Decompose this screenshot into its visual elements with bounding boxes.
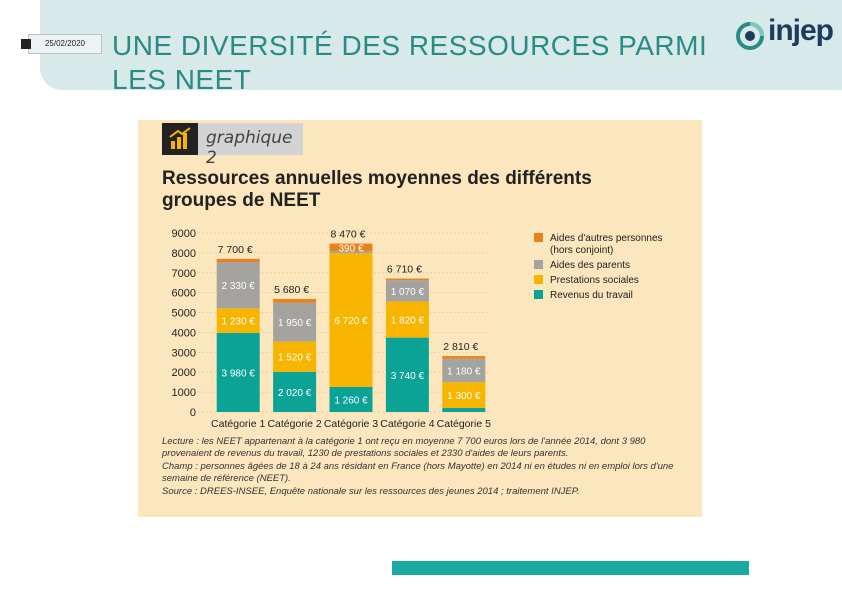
chart-panel <box>138 120 702 517</box>
y-tick-label: 2000 <box>171 367 196 380</box>
data-label: 1 180 € <box>447 366 481 378</box>
legend-swatch <box>534 275 543 284</box>
data-label: 1 820 € <box>390 315 425 327</box>
bar-segment <box>442 408 485 412</box>
data-label: 1 520 € <box>277 352 312 364</box>
total-label: 2 810 € <box>443 341 479 354</box>
category-label: Catégorie 3 <box>323 418 379 430</box>
data-label: 1 950 € <box>277 318 312 330</box>
legend-label: Aides d'autres personnes <box>550 233 663 244</box>
note-source: Source : DREES-INSEE, Enquête nationale sur les ressources des jeunes 2014 ; traitement INJEP. <box>162 486 580 497</box>
total-label: 5 680 € <box>274 284 310 297</box>
legend-label: Aides des parents <box>550 260 631 271</box>
data-label: 2 330 € <box>221 281 255 293</box>
data-label: 2 020 € <box>277 387 312 399</box>
bar-segment <box>273 299 316 303</box>
page-title: UNE DIVERSITÉ DES RESSOURCES PARMI LES NEET <box>112 29 708 95</box>
note-lecture: Lecture : les NEET appartenant à la catégorie 1 ont reçu en moyenne 7 700 euros lors de l'année 2014, dont 3 980 provenaient de revenus du travail, 1230 de prestations sociales et 2330 d'aides de leurs parents. <box>162 436 646 459</box>
chart-notes <box>162 436 682 500</box>
total-label: 8 470 € <box>330 228 366 241</box>
total-label: 6 710 € <box>386 263 422 276</box>
legend-swatch <box>534 260 543 269</box>
data-label: 390 € <box>338 243 364 255</box>
y-tick-label: 0 <box>189 407 196 419</box>
slide-date: 25/02/2020 <box>28 34 102 54</box>
total-label: 7 700 € <box>217 243 253 256</box>
y-tick-label: 4000 <box>171 327 196 340</box>
category-label: Catégorie 5 <box>436 418 491 430</box>
legend-swatch <box>534 233 543 242</box>
category-label: Catégorie 4 <box>380 418 435 430</box>
legend-label-cont: (hors conjoint) <box>550 245 614 256</box>
graph-badge-label: graphique 2 <box>206 128 293 168</box>
note-champ: Champ : personnes âgées de 18 à 24 ans résidant en France (hors Mayotte) en 2014 ni en études ni en emploi lors d'une semaine de référence (NEET). <box>162 461 674 484</box>
logo-text: injep <box>768 14 834 47</box>
bar-segment <box>217 259 260 262</box>
data-label: 3 980 € <box>221 368 255 380</box>
category-label: Catégorie 2 <box>267 418 322 430</box>
footer-bar <box>392 561 749 575</box>
bar-segment <box>386 279 429 281</box>
data-label: 6 720 € <box>334 316 368 328</box>
y-tick-label: 3000 <box>171 347 196 360</box>
stacked-bar-chart <box>138 120 702 430</box>
data-label: 1 300 € <box>447 391 481 403</box>
data-label: 1 070 € <box>390 286 425 298</box>
y-tick-label: 7000 <box>171 267 196 280</box>
y-tick-label: 6000 <box>171 287 196 300</box>
category-label: Catégorie 1 <box>211 418 266 430</box>
legend-swatch <box>534 290 543 299</box>
y-tick-label: 5000 <box>171 307 196 320</box>
y-tick-label: 8000 <box>171 247 196 260</box>
legend-label: Revenus du travail <box>550 290 633 301</box>
y-tick-label: 9000 <box>171 228 196 240</box>
bar-segment <box>442 356 485 359</box>
data-label: 3 740 € <box>390 370 425 382</box>
legend-label: Prestations sociales <box>550 275 639 286</box>
data-label: 1 230 € <box>221 316 255 328</box>
data-label: 1 260 € <box>334 395 368 407</box>
chart-title: Ressources annuelles moyennes des différents groupes de NEET <box>162 168 592 211</box>
y-tick-label: 1000 <box>171 387 196 400</box>
